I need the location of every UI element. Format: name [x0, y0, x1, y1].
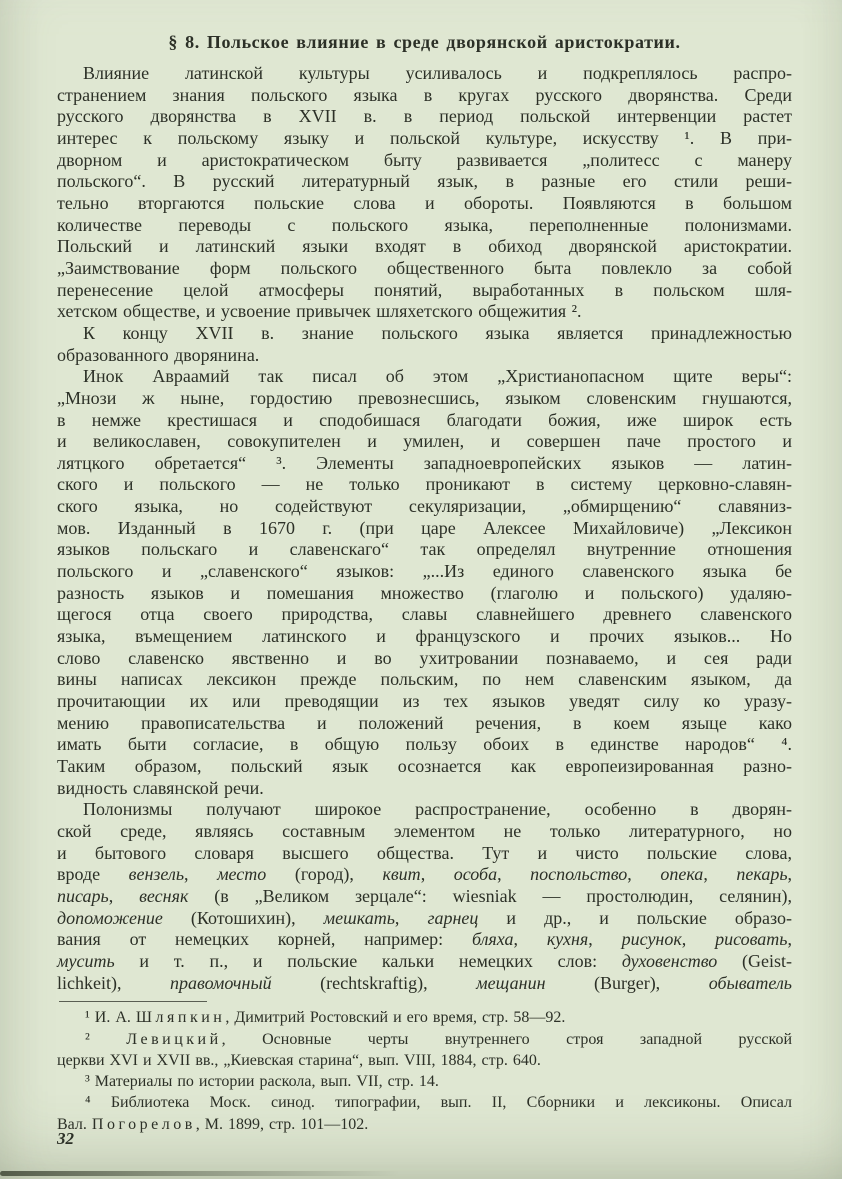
text-line: [57, 301, 792, 323]
text-line: [57, 929, 792, 951]
text-segment: (Burger),: [545, 972, 709, 993]
text-line: [57, 908, 792, 930]
text-line: [57, 345, 792, 367]
text-segment: щегося отца своего природства, славы славнейшего древнего славенского: [57, 604, 792, 625]
text-segment: ,: [497, 864, 531, 885]
text-segment: слово славенско явственно и во ухитровании познаваемо, и сея ради: [57, 647, 792, 668]
italic-term: особа: [453, 864, 498, 885]
text-segment: в немже крестишася и сподобишася благодати божия, иже широк есть: [57, 409, 792, 430]
text-segment: и др., и польские образо-: [478, 907, 793, 928]
text-segment: (rechtskraftig),: [271, 972, 477, 993]
text-segment: интерес к польскому языку и польской культуре, искусству ¹. В при-: [57, 127, 792, 148]
text-segment: ³ Материалы по истории раскола, вып. VII, стр. 14.: [85, 1073, 439, 1091]
text-line: [57, 1029, 792, 1050]
text-line: [57, 1007, 792, 1028]
text-line: [57, 713, 792, 735]
text-segment: , Димитрий Ростовский и его время, стр. 58—92.: [225, 1009, 566, 1027]
text-segment: ,: [627, 864, 661, 885]
text-segment: имать быти согласие, в общую пользу обоих в единстве народов“ ⁴.: [57, 734, 792, 755]
text-segment: вроде: [57, 864, 129, 885]
italic-term: вензель: [128, 864, 185, 885]
footnote: [57, 1007, 792, 1028]
text-line: [57, 626, 792, 648]
text-segment: Полонизмы получают широкое распространение, особенно в дворян-: [83, 799, 792, 820]
text-segment: разность языков и помешания множество (глаголю и польского) удаляю-: [57, 582, 792, 603]
letterspaced-name: Шляпкин: [135, 1009, 226, 1027]
paragraph: [57, 63, 792, 323]
text-segment: и т. п., и польские кальки немецких слов:: [114, 950, 622, 971]
text-line: [57, 778, 792, 800]
footnote: [57, 1092, 792, 1135]
text-segment: польского и „славенского“ языков: „...Из единого славенского языка бе: [57, 561, 792, 582]
text-line: [57, 106, 792, 128]
text-line: [57, 280, 792, 302]
text-segment: образованного дворянина.: [57, 344, 260, 365]
text-line: [57, 973, 792, 995]
text-segment: языка, въмещением латинского и французского и прочих языков... Но: [57, 626, 792, 647]
text-segment: языков польскаго и славенскаго“ так определял внутренние отношения: [57, 539, 792, 560]
page-content: [57, 30, 792, 1135]
paragraph: [57, 366, 792, 799]
italic-term: рисовать: [715, 929, 788, 950]
text-segment: ,: [184, 864, 218, 885]
text-line: [57, 843, 792, 865]
text-line: [57, 410, 792, 432]
text-segment: церкви XVI и XVII вв., „Киевская старина“, вып. VIII, 1884, стр. 640.: [57, 1051, 541, 1069]
text-line: [57, 886, 792, 908]
italic-term: мусить: [57, 950, 115, 971]
text-line: [57, 821, 792, 843]
text-segment: вины написах лексикон прежде польским, по нем славенским языком, да: [57, 669, 792, 690]
footnote: [57, 1029, 792, 1072]
text-segment: хетском обществе, и усвоение привычек шляхетского общежития ².: [57, 301, 582, 322]
text-line: [57, 583, 792, 605]
text-segment: ,: [787, 929, 792, 950]
text-line: [57, 1092, 792, 1113]
italic-term: квит: [382, 864, 421, 885]
italic-term: поспольство: [530, 864, 628, 885]
text-segment: „Мнози ж ныне, гордостию превознесшись, языком словенским гнушаются,: [57, 387, 792, 408]
text-line: [57, 539, 792, 561]
letterspaced-name: Левицкий: [126, 1030, 222, 1048]
text-segment: польского“. В русский литературный язык, в разные его стили реши-: [57, 171, 792, 192]
body-text: [57, 63, 792, 994]
text-line: [57, 474, 792, 496]
text-segment: ,: [703, 864, 737, 885]
italic-term: рисунок: [621, 929, 682, 950]
paragraph: [57, 799, 792, 994]
text-segment: ,: [420, 864, 454, 885]
text-segment: мению правописательства и положений речения, в коем языце како: [57, 712, 792, 733]
text-line: [57, 561, 792, 583]
text-segment: и бытового словаря высшего общества. Тут и чисто польские слова,: [57, 842, 792, 863]
italic-term: мещанин: [476, 972, 546, 993]
text-line: [57, 366, 792, 388]
text-line: [57, 171, 792, 193]
text-segment: ского и польского — не только проникают в систему церковно-славян-: [57, 474, 792, 495]
text-segment: (в „Великом зерцале“: wiesniak — простолюдин, селянин),: [188, 885, 792, 906]
scan-edge-shadow: [0, 1171, 400, 1176]
text-segment: lichkeit),: [57, 972, 171, 993]
text-segment: ⁴ Библиотека Моск. синод. типографии, вып. II, Сборники и лексиконы. Описал: [85, 1094, 792, 1112]
italic-term: кухня: [546, 929, 589, 950]
section-heading: § 8. Польское влияние в среде дворянской аристократии.: [168, 32, 681, 52]
text-segment: (Geist-: [717, 950, 793, 971]
text-segment: , Основные черты внутреннего строя западной русской: [221, 1030, 793, 1048]
text-segment: „Заимствование форм польского общественного быта повлекло за собой: [57, 257, 792, 278]
text-segment: ского языка, но содействуют секуляризации, „обмирщению“ славяниз-: [57, 496, 792, 517]
italic-term: пекарь: [736, 864, 788, 885]
italic-term: духовенство: [621, 950, 718, 971]
text-line: [57, 648, 792, 670]
text-segment: (город),: [266, 864, 383, 885]
text-segment: видность славянской речи.: [57, 777, 264, 798]
text-segment: ,: [681, 929, 716, 950]
italic-term: гарнец: [427, 907, 479, 928]
text-line: [57, 150, 792, 172]
text-segment: ,: [588, 929, 622, 950]
text-line: [57, 734, 792, 756]
text-segment: ,: [108, 885, 140, 906]
italic-term: писарь: [57, 885, 109, 906]
text-segment: Польский и латинский языки входят в обиход дворянской аристократии.: [57, 236, 792, 257]
paragraph: [57, 323, 792, 366]
text-segment: тельно вторгаются польские слова и обороты. Появляются в большом: [57, 192, 792, 213]
text-segment: ¹ И. А.: [85, 1009, 136, 1027]
text-segment: и великославен, совокупителен и умилен, и совершен паче простого и: [57, 431, 792, 452]
text-segment: , М. 1899, стр. 101—102.: [195, 1115, 369, 1133]
text-line: [57, 258, 792, 280]
letterspaced-name: Погорелов: [91, 1115, 196, 1133]
italic-term: место: [217, 864, 267, 885]
text-segment: Влияние латинской культуры усиливалось и подкреплялось распро-: [83, 63, 792, 83]
text-segment: перенесение целой атмосферы понятий, выработанных в польском шля-: [57, 279, 792, 300]
italic-term: бляха: [471, 929, 514, 950]
italic-term: обыватель: [708, 972, 792, 993]
text-line: [57, 1114, 792, 1135]
text-line: [57, 691, 792, 713]
footnote-divider: [59, 1001, 207, 1002]
italic-term: опека: [660, 864, 704, 885]
text-segment: ской среде, являясь составным элементом не только литературного, но: [57, 820, 792, 841]
text-line: [57, 431, 792, 453]
italic-term: допоможение: [57, 907, 163, 928]
text-segment: русского дворянства в XVII в. в период польской интервенции растет: [57, 106, 792, 127]
text-line: [57, 756, 792, 778]
text-line: [57, 236, 792, 258]
footnote: [57, 1071, 792, 1092]
text-line: [57, 388, 792, 410]
text-segment: вания от немецких корней, например:: [57, 929, 472, 950]
text-line: [57, 496, 792, 518]
text-segment: К концу XVII в. знание польского языка является принадлежностью: [83, 322, 792, 343]
text-segment: ,: [394, 907, 428, 928]
text-line: [57, 604, 792, 626]
text-segment: ²: [85, 1030, 127, 1048]
text-line: [57, 799, 792, 821]
text-line: [57, 864, 792, 886]
text-line: [57, 1071, 792, 1092]
text-line: [57, 669, 792, 691]
text-line: [57, 1050, 792, 1071]
text-segment: лятцкого обретается“ ³. Элементы западноевропейских языков — латин-: [57, 452, 792, 473]
italic-term: мешкать: [323, 907, 395, 928]
text-line: [57, 518, 792, 540]
text-line: [57, 951, 792, 973]
text-segment: Вал.: [57, 1115, 92, 1133]
text-segment: мов. Изданный в 1670 г. (при царе Алексее Михайловиче) „Лексикон: [57, 517, 792, 538]
text-line: [57, 193, 792, 215]
text-segment: количестве переводы с польского языка, переполненные полонизмами.: [57, 214, 792, 235]
text-line: [57, 63, 792, 85]
text-line: [57, 85, 792, 107]
text-line: [57, 323, 792, 345]
text-segment: прочитающии их или преводящии из тех языков уведят силу ко уразу-: [57, 691, 792, 712]
text-segment: Инок Авраамий так писал об этом „Христианопасном щите веры“:: [83, 366, 792, 387]
text-segment: Таким образом, польский язык осознается как европеизированная разно-: [57, 756, 792, 776]
text-line: [57, 453, 792, 475]
text-segment: ,: [787, 864, 793, 885]
footnotes: [57, 1007, 792, 1135]
text-segment: (Котошихин),: [162, 907, 324, 928]
text-line: [57, 215, 792, 237]
italic-term: весняк: [139, 885, 189, 906]
text-segment: дворном и аристократическом быту развивается „политесс с манеру: [57, 149, 792, 170]
text-segment: странением знания польского языка в кругах русского дворянства. Среди: [57, 84, 792, 105]
page-number: 32: [57, 1129, 74, 1148]
italic-term: правомочный: [170, 972, 272, 993]
text-line: [57, 128, 792, 150]
text-segment: ,: [513, 929, 547, 950]
